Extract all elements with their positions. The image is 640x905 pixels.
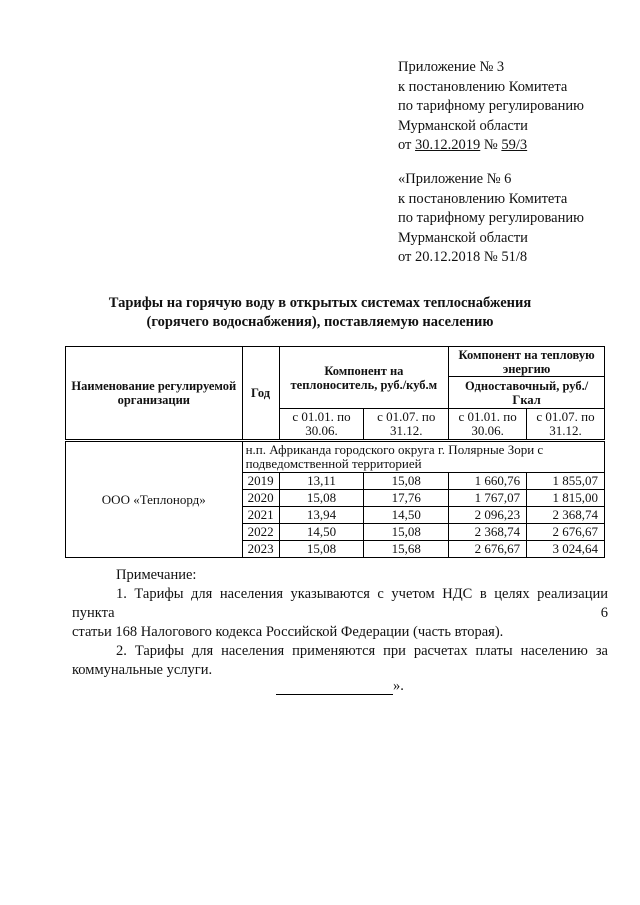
carrier-h1-cell: 15,08 [279, 490, 364, 507]
carrier-h2-cell: 14,50 [364, 507, 449, 524]
org-column-header: Наименование регулируемой организации [66, 347, 243, 441]
locality-row: н.п. Африканда городского округа г. Полярные Зори с подведомственной территорией [242, 441, 604, 473]
decree-number: 59/3 [501, 137, 528, 153]
note-1-line-2: статьи 168 Налогового кодекса Российской Федерации (часть вторая). [72, 624, 504, 640]
date-prefix: от [398, 137, 412, 153]
period-header: с 01.07. по 31.12. [527, 409, 605, 441]
year-cell: 2023 [242, 541, 279, 558]
year-cell: 2021 [242, 507, 279, 524]
appendix-6-line4: Мурманской области [398, 229, 528, 246]
title-line-2: (горячего водоснабжения), поставляемую населению [146, 314, 494, 330]
note-1-line-1: 1. Тарифы для населения указываются с учетом НДС в целях реализации пункта 6 [72, 586, 608, 621]
organization-name: ООО «Теплонорд» [66, 441, 243, 558]
carrier-h1-cell: 15,08 [279, 541, 364, 558]
note-2-line-1: 2. Тарифы для населения применяются при расчетах платы населению за [116, 643, 608, 659]
appendix-6-line2: к постановлению Комитета [398, 190, 568, 207]
energy-h1-cell: 1 767,07 [449, 490, 527, 507]
carrier-h2-cell: 15,08 [364, 524, 449, 541]
note-2-line-2: коммунальные услуги. [72, 662, 213, 678]
appendix-6-line3: по тарифному регулированию [398, 210, 584, 226]
appendix-6-line5: от 20.12.2018 № 51/8 [398, 249, 528, 265]
energy-column-header: Компонент на тепловую энергию [449, 347, 605, 377]
energy-h2-cell: 1 815,00 [527, 490, 605, 507]
appendix-6-header [398, 170, 584, 268]
closing-line [276, 678, 404, 695]
appendix-3-header [398, 58, 584, 156]
decree-date: 30.12.2019 [415, 137, 481, 153]
year-cell: 2019 [242, 473, 279, 490]
title-line-1: Тарифы на горячую воду в открытых системах теплоснабжения [108, 295, 532, 311]
period-header: с 01.01. по 30.06. [279, 409, 364, 441]
period-header: с 01.01. по 30.06. [449, 409, 527, 441]
energy-h1-cell: 2 096,23 [449, 507, 527, 524]
signature-line [276, 680, 393, 695]
appendix-3-date-line [398, 136, 584, 156]
carrier-h2-cell: 15,68 [364, 541, 449, 558]
appendix-6-title: «Приложение № 6 [398, 171, 512, 187]
period-header: с 01.07. по 31.12. [364, 409, 449, 441]
carrier-h2-cell: 17,76 [364, 490, 449, 507]
energy-subheader: Одноставочный, руб./Гкал [449, 377, 605, 409]
appendix-3-line4: Мурманской области [398, 117, 528, 134]
carrier-column-header: Компонент на теплоноситель, руб./куб.м [279, 347, 449, 409]
energy-h2-cell: 2 368,74 [527, 507, 605, 524]
year-cell: 2020 [242, 490, 279, 507]
closing-quote: ». [393, 678, 404, 694]
carrier-h2-cell: 15,08 [364, 473, 449, 490]
energy-h2-cell: 2 676,67 [527, 524, 605, 541]
carrier-h1-cell: 14,50 [279, 524, 364, 541]
number-prefix: № [483, 137, 498, 153]
document-title [60, 294, 580, 332]
tariff-table [65, 346, 605, 558]
energy-h1-cell: 1 660,76 [449, 473, 527, 490]
energy-h1-cell: 2 368,74 [449, 524, 527, 541]
appendix-3-title: Приложение № 3 [398, 59, 505, 75]
notes-heading: Примечание: [116, 567, 197, 583]
carrier-h1-cell: 13,94 [279, 507, 364, 524]
appendix-3-line3: по тарифному регулированию [398, 98, 584, 114]
notes-section [72, 566, 608, 680]
energy-h2-cell: 1 855,07 [527, 473, 605, 490]
energy-h2-cell: 3 024,64 [527, 541, 605, 558]
year-column-header: Год [242, 347, 279, 441]
carrier-h1-cell: 13,11 [279, 473, 364, 490]
appendix-3-line2: к постановлению Комитета [398, 78, 568, 95]
year-cell: 2022 [242, 524, 279, 541]
energy-h1-cell: 2 676,67 [449, 541, 527, 558]
